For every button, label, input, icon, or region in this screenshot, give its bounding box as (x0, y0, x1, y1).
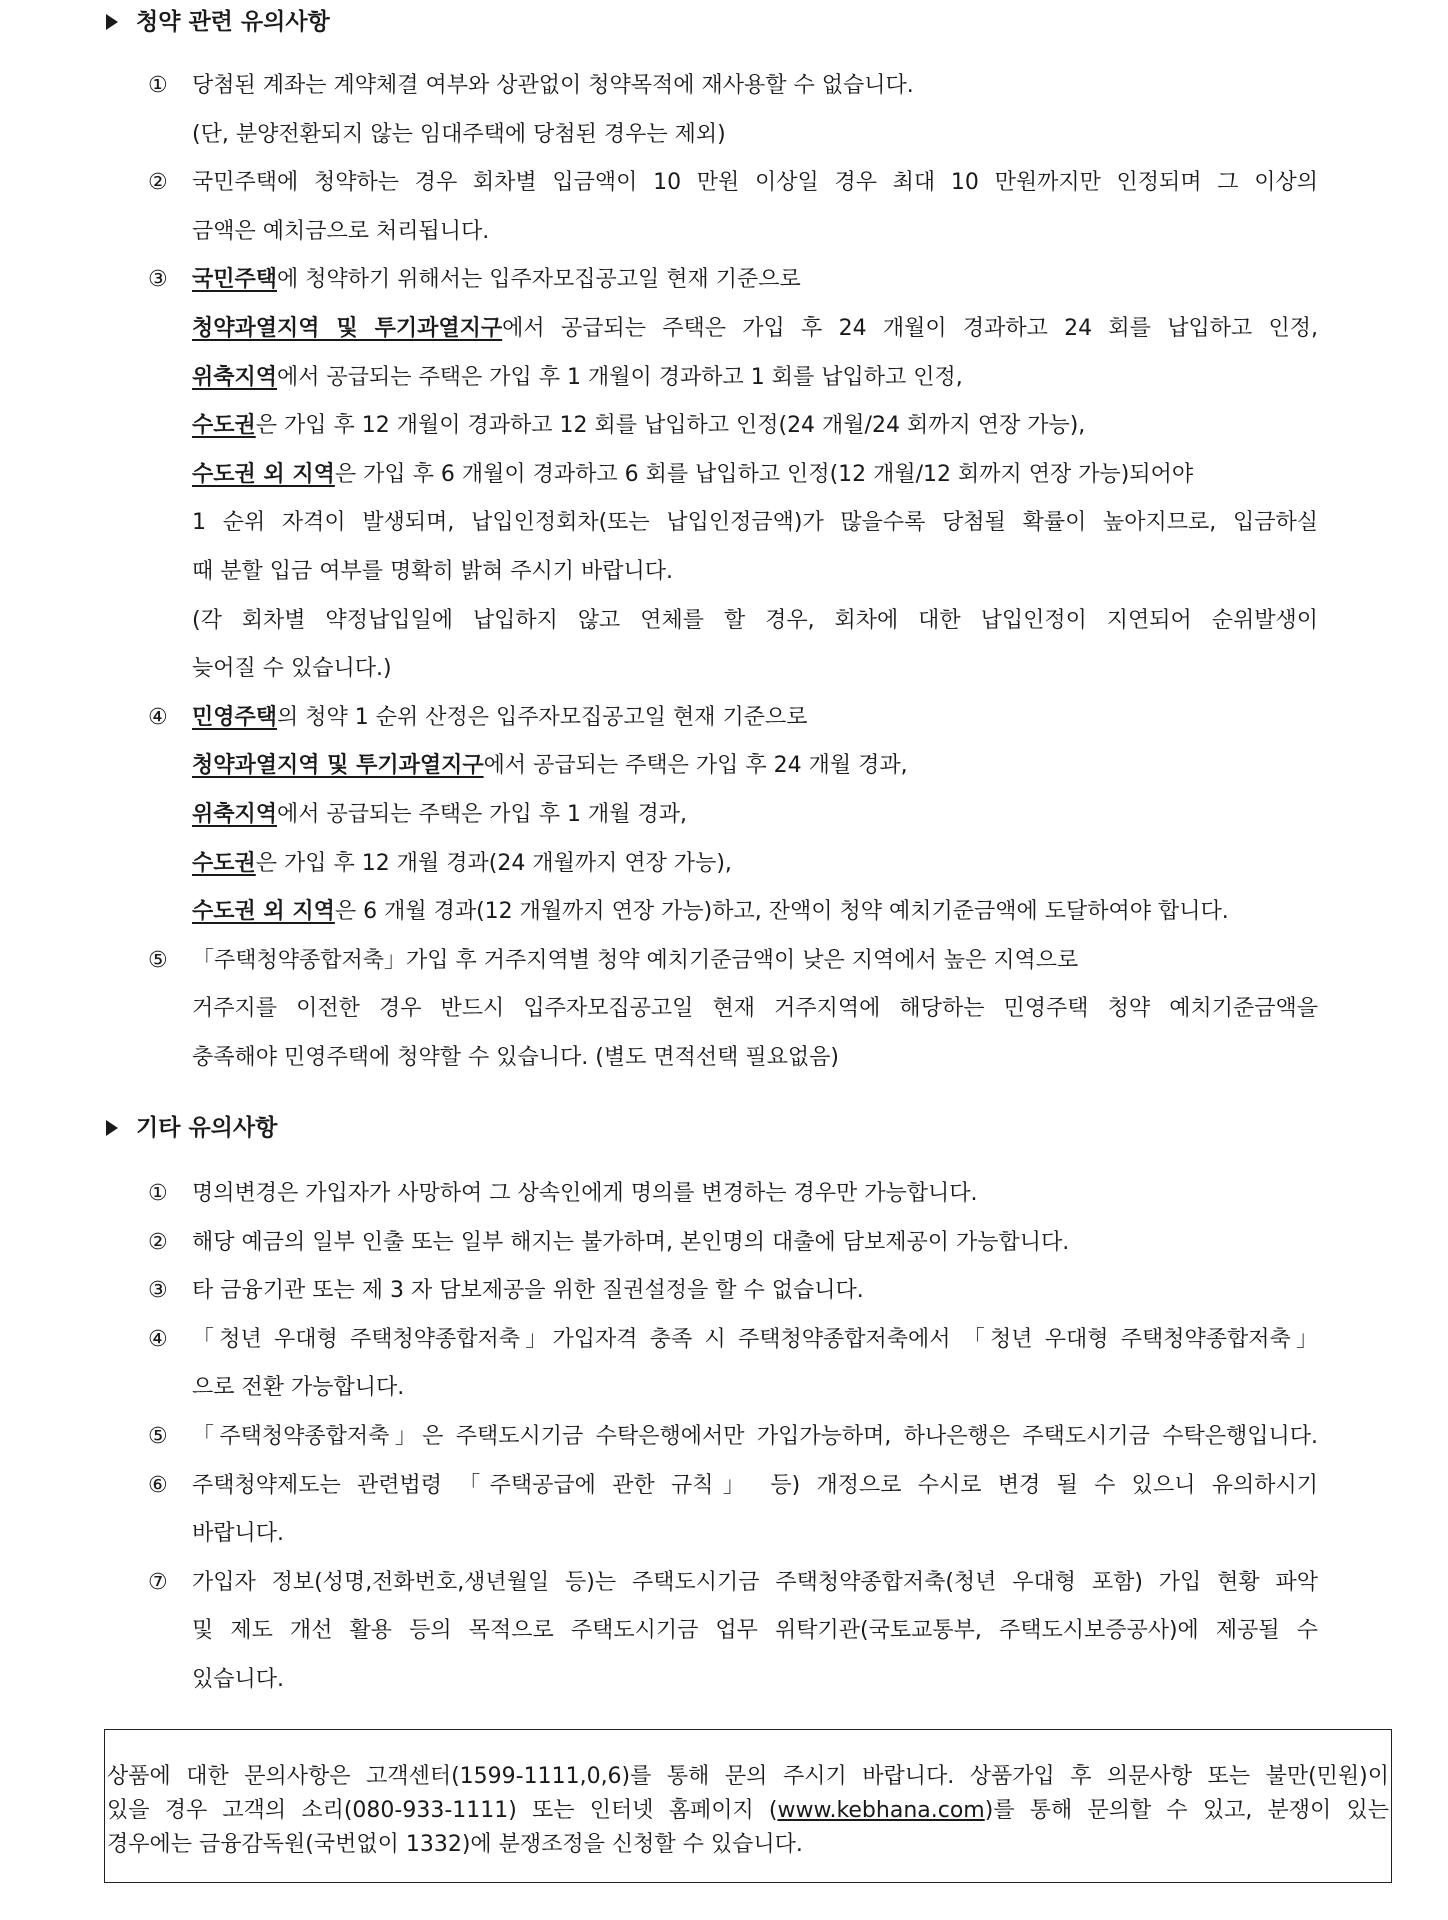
item-number: ③ (148, 267, 168, 293)
list-item-continuation (148, 888, 1318, 937)
list-item-continuation (148, 1656, 1318, 1705)
item-text: 충족해야 민영주택에 청약할 수 있습니다. (별도 면적선택 필요없음) (192, 1044, 839, 1070)
notice-line: 상품에 대한 문의사항은 고객센터(1599-1111,0,6)를 통해 문의 주시기 바랍니다. 상품가입 후 의문사항 또는 불만(민원)이 (107, 1764, 1389, 1789)
item-number: ② (148, 1229, 168, 1255)
item-text: 명의변경은 가입자가 사망하여 그 상속인에게 명의를 변경하는 경우만 가능합니다. (192, 1181, 978, 1206)
underlined-term: 수도권 외 지역 (192, 899, 335, 925)
list-item (148, 1170, 1318, 1219)
item-text: 의 청약 1 순위 산정은 입주자모집공고일 현재 기준으로 (277, 704, 808, 730)
underlined-term: 위축지역 (192, 364, 278, 390)
list-item (148, 1219, 1318, 1268)
item-text: 「주택청약종합저축」은 주택도시기금 수탁은행에서만 가입가능하며, 하나은행은 주택도시기금 수탁은행입니다. (192, 1423, 1318, 1449)
section-heading-other (106, 1106, 277, 1150)
item-text: 에서 공급되는 주택은 가입 후 24 개월이 경과하고 24 회를 납입하고 인정, (502, 315, 1318, 341)
list-item (148, 1462, 1318, 1511)
list-item-continuation (148, 499, 1318, 548)
list-item-continuation (148, 354, 1318, 403)
list-item-continuation (148, 1034, 1318, 1083)
list-item (148, 1267, 1318, 1316)
customer-notice-box (104, 1729, 1392, 1883)
item-text: 「주택청약종합저축」가입 후 거주지역별 청약 예치기준금액이 낮은 지역에서 높은 지역으로 (192, 947, 1079, 973)
list-item-continuation (148, 840, 1318, 889)
item-text: 은 가입 후 6 개월이 경과하고 6 회를 납입하고 인정(12 개월/12 회까지 연장 가능)되어야 (334, 461, 1194, 487)
item-number: ⑤ (148, 1423, 168, 1449)
list-item (148, 62, 1318, 111)
list-item (148, 1316, 1318, 1365)
list-item (148, 256, 1318, 305)
item-number: ① (148, 1181, 168, 1206)
underlined-term: 청약과열지역 및 투기과열지구 (192, 315, 503, 341)
item-text: 및 제도 개선 활용 등의 목적으로 주택도시기금 업무 위탁기관(국토교통부, 주택도시보증공사)에 제공될 수 (192, 1618, 1318, 1644)
item-text: 금액은 예치금으로 처리됩니다. (192, 218, 490, 244)
item-number: ③ (148, 1278, 168, 1304)
list-item-continuation (148, 1510, 1318, 1559)
homepage-link[interactable]: www.kebhana.com (777, 1798, 985, 1823)
item-text: 있습니다. (192, 1666, 285, 1692)
item-text: 은 가입 후 12 개월이 경과하고 12 회를 납입하고 인정(24 개월/24 회까지 연장 가능), (255, 413, 1086, 439)
item-text: 은 6 개월 경과(12 개월까지 연장 가능)하고, 잔액이 청약 예치기준금액에 도달하여야 합니다. (334, 899, 1229, 925)
underlined-term: 수도권 (192, 413, 256, 439)
item-number: ④ (148, 704, 168, 730)
triangle-bullet-icon (106, 14, 118, 30)
item-text: 국민주택에 청약하는 경우 회차별 입금액이 10 만원 이상일 경우 최대 10 만원까지만 인정되며 그 이상의 (192, 170, 1318, 196)
list-item-continuation (148, 451, 1318, 500)
section-heading-subscription (106, 0, 330, 44)
underlined-term: 국민주택 (192, 267, 278, 293)
section2-list (148, 1170, 1318, 1705)
list-item (148, 1559, 1318, 1608)
notice-text: 있을 경우 고객의 소리(080-933-1111) 또는 인터넷 홈페이지 ( (107, 1798, 778, 1823)
list-item-continuation (148, 208, 1318, 257)
item-number: ⑥ (148, 1472, 168, 1498)
section1-list (148, 62, 1318, 1082)
item-text: 당첨된 계좌는 계약체결 여부와 상관없이 청약목적에 재사용할 수 없습니다. (192, 73, 914, 98)
item-text: 거주지를 이전한 경우 반드시 입주자모집공고일 현재 거주지역에 해당하는 민영주택 청약 예치기준금액을 (192, 996, 1318, 1022)
item-text: 바랍니다. (192, 1521, 285, 1547)
underlined-term: 청약과열지역 및 투기과열지구 (192, 753, 484, 779)
underlined-term: 민영주택 (192, 704, 278, 730)
section-title: 청약 관련 유의사항 (136, 9, 330, 35)
item-text: 늦어질 수 있습니다.) (192, 656, 392, 682)
item-text: 에서 공급되는 주택은 가입 후 1 개월이 경과하고 1 회를 납입하고 인정, (277, 364, 963, 390)
list-item-continuation (148, 1607, 1318, 1656)
notice-line (107, 1794, 1389, 1828)
triangle-bullet-icon (106, 1120, 118, 1136)
list-item-continuation (148, 111, 1318, 160)
list-item-continuation (148, 597, 1318, 646)
item-number: ⑦ (148, 1569, 168, 1595)
item-text: (각 회차별 약정납입일에 납입하지 않고 연체를 할 경우, 회차에 대한 납입인정이 지연되어 순위발생이 (192, 607, 1318, 633)
notice-text: )를 통해 문의할 수 있고, 분쟁이 있는 (984, 1798, 1389, 1823)
list-item-continuation (148, 985, 1318, 1034)
underlined-term: 수도권 외 지역 (192, 461, 335, 487)
item-number: ④ (148, 1326, 168, 1352)
list-item-continuation (148, 791, 1318, 840)
item-text: 가입자 정보(성명,전화번호,생년월일 등)는 주택도시기금 주택청약종합저축(청년 우대형 포함) 가입 현황 파악 (192, 1569, 1318, 1595)
list-item-continuation (148, 402, 1318, 451)
list-item (148, 159, 1318, 208)
item-text: 은 가입 후 12 개월 경과(24 개월까지 연장 가능), (255, 850, 732, 876)
notice-line: 경우에는 금융감독원(국번없이 1332)에 분쟁조정을 신청할 수 있습니다. (107, 1832, 803, 1857)
item-text: 때 분할 입금 여부를 명확히 밝혀 주시기 바랍니다. (192, 558, 673, 584)
underlined-term: 수도권 (192, 850, 256, 876)
list-item-continuation (148, 305, 1318, 354)
item-text: 에서 공급되는 주택은 가입 후 1 개월 경과, (277, 801, 687, 827)
list-item-continuation (148, 1364, 1318, 1413)
list-item (148, 937, 1318, 986)
item-text: 1 순위 자격이 발생되며, 납입인정회차(또는 납입인정금액)가 많을수록 당첨될 확률이 높아지므로, 입금하실 (192, 510, 1318, 536)
list-item (148, 1413, 1318, 1462)
item-number: ① (148, 73, 168, 98)
item-text: 으로 전환 가능합니다. (192, 1375, 405, 1401)
list-item (148, 694, 1318, 743)
item-text: 주택청약제도는 관련법령 「주택공급에 관한 규칙」 등) 개정으로 수시로 변경 될 수 있으니 유의하시기 (192, 1472, 1318, 1498)
item-text: 「청년 우대형 주택청약종합저축」가입자격 충족 시 주택청약종합저축에서 「청년 우대형 주택청약종합저축」 (192, 1326, 1318, 1352)
item-number: ⑤ (148, 947, 168, 973)
section-title: 기타 유의사항 (136, 1115, 278, 1141)
item-text: 해당 예금의 일부 인출 또는 일부 해지는 불가하며, 본인명의 대출에 담보제공이 가능합니다. (192, 1229, 1070, 1255)
list-item-continuation (148, 548, 1318, 597)
list-item-continuation (148, 742, 1318, 791)
item-number: ② (148, 170, 168, 196)
item-text: (단, 분양전환되지 않는 임대주택에 당첨된 경우는 제외) (192, 121, 726, 147)
underlined-term: 위축지역 (192, 801, 278, 827)
list-item-continuation (148, 645, 1318, 694)
item-text: 에서 공급되는 주택은 가입 후 24 개월 경과, (483, 753, 908, 779)
item-text: 에 청약하기 위해서는 입주자모집공고일 현재 기준으로 (277, 267, 801, 293)
item-text: 타 금융기관 또는 제 3 자 담보제공을 위한 질권설정을 할 수 없습니다. (192, 1278, 864, 1304)
